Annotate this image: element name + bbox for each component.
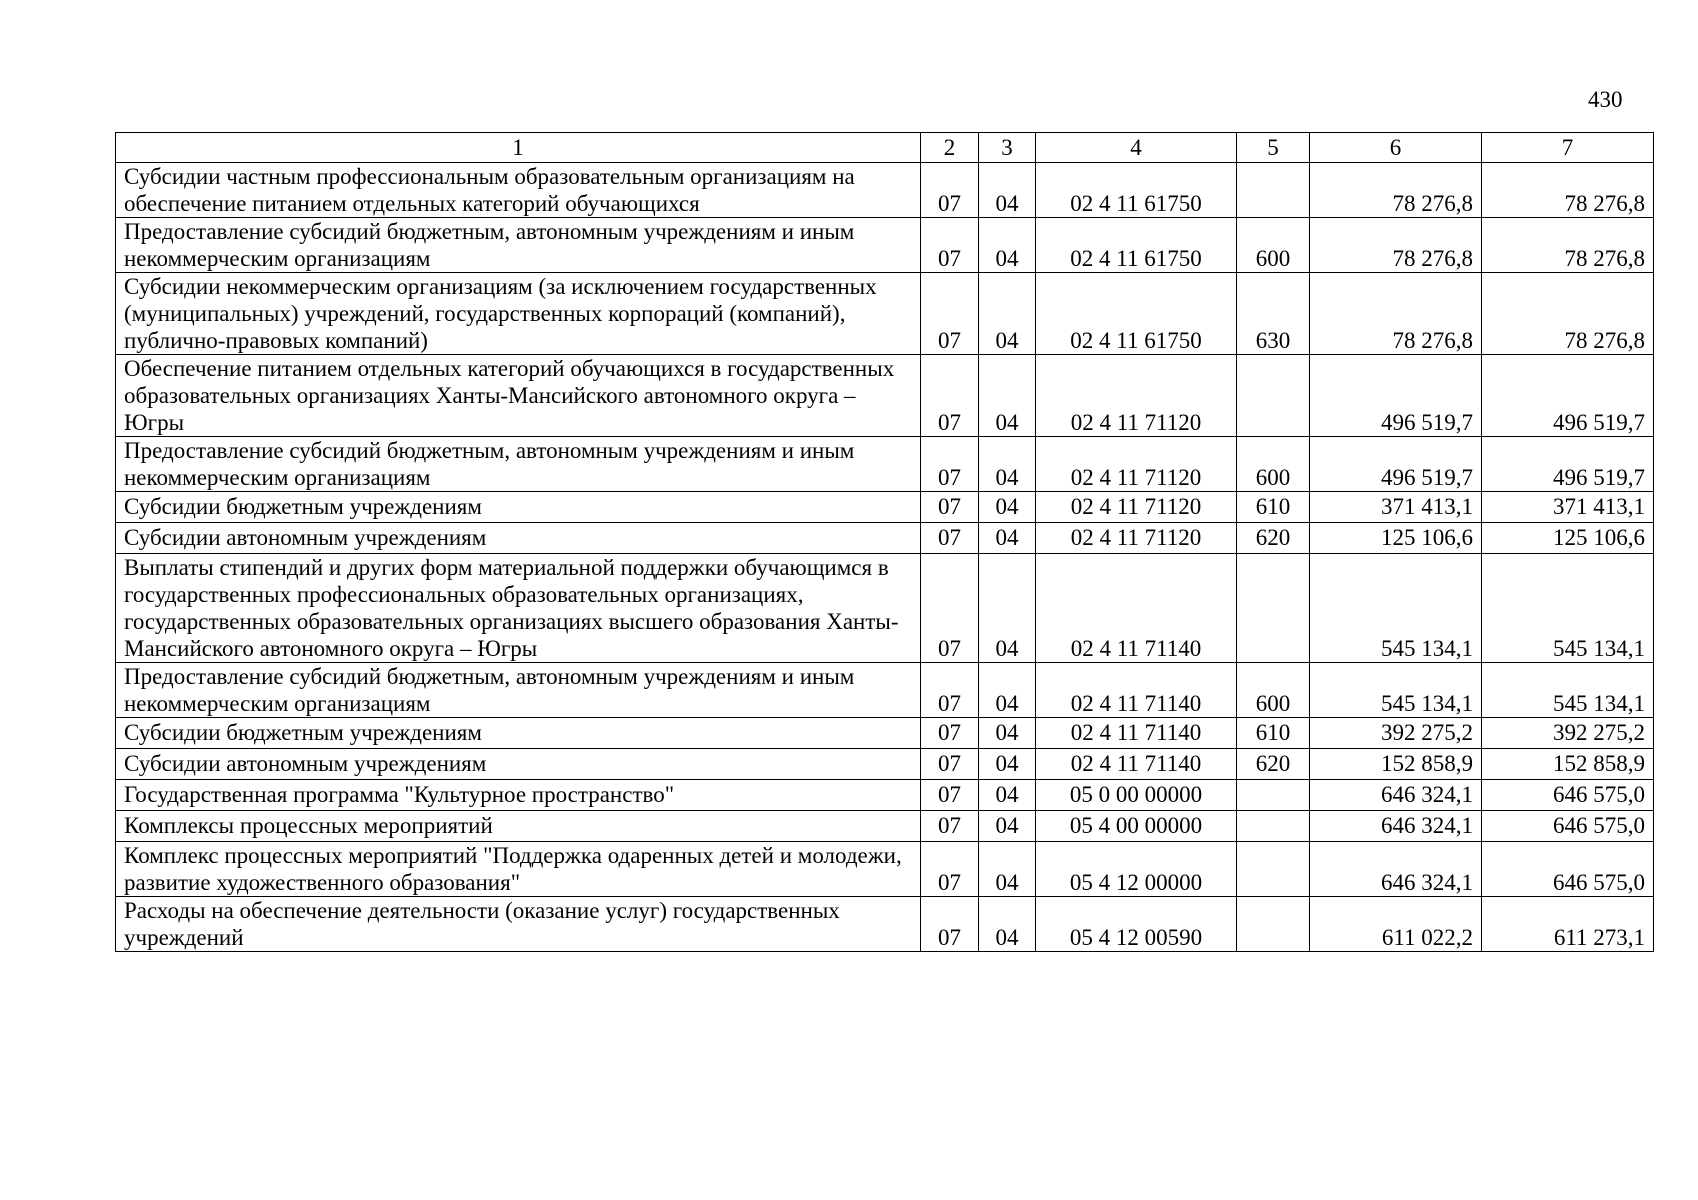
- amount-year1-cell: 371 413,1: [1310, 492, 1482, 523]
- section-code-cell: 07: [921, 554, 979, 663]
- header-cell-5: 5: [1237, 133, 1310, 163]
- subsection-code-cell: 04: [979, 749, 1036, 780]
- subsection-code-cell: 04: [979, 663, 1036, 718]
- expense-type-cell: 610: [1237, 492, 1310, 523]
- subsection-code-cell: 04: [979, 163, 1036, 218]
- amount-year2-cell: 125 106,6: [1482, 523, 1654, 554]
- target-article-cell: 02 4 11 71120: [1036, 523, 1237, 554]
- subsection-code-cell: 04: [979, 842, 1036, 897]
- table-row: [116, 718, 1654, 749]
- subsection-code-cell: 04: [979, 218, 1036, 273]
- target-article-cell: 02 4 11 71140: [1036, 663, 1237, 718]
- section-code-cell: 07: [921, 218, 979, 273]
- row-name-cell: Субсидии бюджетным учреждениям: [116, 492, 921, 523]
- row-name-cell: Комплекс процессных мероприятий "Поддержка одаренных детей и молодежи, развитие художественного образования": [116, 842, 921, 897]
- target-article-cell: 02 4 11 61750: [1036, 218, 1237, 273]
- expense-type-cell: [1237, 554, 1310, 663]
- row-name-cell: Выплаты стипендий и других форм материальной поддержки обучающимся в государственных профессиональных образовательных организациях, государственных образовательных организациях высшего образования Ханты-Мансийского автономного округа – Югры: [116, 554, 921, 663]
- table-row: [116, 897, 1654, 952]
- table-row: [116, 780, 1654, 811]
- row-name-cell: Комплексы процессных мероприятий: [116, 811, 921, 842]
- amount-year1-cell: 545 134,1: [1310, 554, 1482, 663]
- target-article-cell: 02 4 11 71120: [1036, 437, 1237, 492]
- subsection-code-cell: 04: [979, 273, 1036, 355]
- table-row: [116, 218, 1654, 273]
- section-code-cell: 07: [921, 749, 979, 780]
- header-cell-4: 4: [1036, 133, 1237, 163]
- header-cell-1: 1: [116, 133, 921, 163]
- row-name-cell: Субсидии автономным учреждениям: [116, 749, 921, 780]
- table-row: [116, 523, 1654, 554]
- amount-year1-cell: 496 519,7: [1310, 355, 1482, 437]
- table-row: [116, 663, 1654, 718]
- amount-year1-cell: 78 276,8: [1310, 273, 1482, 355]
- header-cell-2: 2: [921, 133, 979, 163]
- subsection-code-cell: 04: [979, 811, 1036, 842]
- target-article-cell: 05 4 00 00000: [1036, 811, 1237, 842]
- amount-year2-cell: 78 276,8: [1482, 163, 1654, 218]
- section-code-cell: 07: [921, 663, 979, 718]
- table-row: [116, 492, 1654, 523]
- expense-type-cell: 600: [1237, 663, 1310, 718]
- section-code-cell: 07: [921, 273, 979, 355]
- subsection-code-cell: 04: [979, 355, 1036, 437]
- amount-year1-cell: 545 134,1: [1310, 663, 1482, 718]
- row-name-cell: Субсидии частным профессиональным образовательным организациям на обеспечение питанием отдельных категорий обучающихся: [116, 163, 921, 218]
- subsection-code-cell: 04: [979, 523, 1036, 554]
- expense-type-cell: 600: [1237, 437, 1310, 492]
- expense-type-cell: [1237, 897, 1310, 952]
- amount-year2-cell: 545 134,1: [1482, 554, 1654, 663]
- row-name-cell: Предоставление субсидий бюджетным, автономным учреждениям и иным некоммерческим организациям: [116, 437, 921, 492]
- section-code-cell: 07: [921, 811, 979, 842]
- section-code-cell: 07: [921, 523, 979, 554]
- subsection-code-cell: 04: [979, 437, 1036, 492]
- target-article-cell: 02 4 11 61750: [1036, 273, 1237, 355]
- header-cell-3: 3: [979, 133, 1036, 163]
- target-article-cell: 02 4 11 71120: [1036, 355, 1237, 437]
- section-code-cell: 07: [921, 355, 979, 437]
- expense-type-cell: 630: [1237, 273, 1310, 355]
- amount-year1-cell: 125 106,6: [1310, 523, 1482, 554]
- target-article-cell: 05 0 00 00000: [1036, 780, 1237, 811]
- target-article-cell: 02 4 11 71120: [1036, 492, 1237, 523]
- amount-year1-cell: 646 324,1: [1310, 780, 1482, 811]
- subsection-code-cell: 04: [979, 718, 1036, 749]
- header-cell-6: 6: [1310, 133, 1482, 163]
- subsection-code-cell: 04: [979, 897, 1036, 952]
- target-article-cell: 05 4 12 00590: [1036, 897, 1237, 952]
- subsection-code-cell: 04: [979, 780, 1036, 811]
- table-row: [116, 163, 1654, 218]
- amount-year1-cell: 78 276,8: [1310, 218, 1482, 273]
- amount-year2-cell: 152 858,9: [1482, 749, 1654, 780]
- budget-table: [115, 132, 1654, 952]
- expense-type-cell: 600: [1237, 218, 1310, 273]
- section-code-cell: 07: [921, 437, 979, 492]
- amount-year2-cell: 371 413,1: [1482, 492, 1654, 523]
- amount-year2-cell: 611 273,1: [1482, 897, 1654, 952]
- target-article-cell: 05 4 12 00000: [1036, 842, 1237, 897]
- expense-type-cell: [1237, 842, 1310, 897]
- amount-year1-cell: 496 519,7: [1310, 437, 1482, 492]
- table-row: [116, 749, 1654, 780]
- amount-year1-cell: 78 276,8: [1310, 163, 1482, 218]
- amount-year2-cell: 646 575,0: [1482, 842, 1654, 897]
- amount-year2-cell: 646 575,0: [1482, 811, 1654, 842]
- amount-year1-cell: 646 324,1: [1310, 811, 1482, 842]
- expense-type-cell: 610: [1237, 718, 1310, 749]
- table-row: [116, 273, 1654, 355]
- expense-type-cell: [1237, 163, 1310, 218]
- target-article-cell: 02 4 11 61750: [1036, 163, 1237, 218]
- expense-type-cell: 620: [1237, 523, 1310, 554]
- section-code-cell: 07: [921, 163, 979, 218]
- row-name-cell: Субсидии некоммерческим организациям (за исключением государственных (муниципальных) учреждений, государственных корпораций (компаний), публично-правовых компаний): [116, 273, 921, 355]
- amount-year2-cell: 496 519,7: [1482, 437, 1654, 492]
- table-row: [116, 554, 1654, 663]
- section-code-cell: 07: [921, 780, 979, 811]
- target-article-cell: 02 4 11 71140: [1036, 749, 1237, 780]
- subsection-code-cell: 04: [979, 554, 1036, 663]
- expense-type-cell: [1237, 355, 1310, 437]
- amount-year1-cell: 646 324,1: [1310, 842, 1482, 897]
- amount-year2-cell: 646 575,0: [1482, 780, 1654, 811]
- row-name-cell: Субсидии бюджетным учреждениям: [116, 718, 921, 749]
- expense-type-cell: [1237, 780, 1310, 811]
- amount-year2-cell: 545 134,1: [1482, 663, 1654, 718]
- page-number: 430: [1588, 87, 1623, 112]
- row-name-cell: Субсидии автономным учреждениям: [116, 523, 921, 554]
- target-article-cell: 02 4 11 71140: [1036, 718, 1237, 749]
- amount-year1-cell: 611 022,2: [1310, 897, 1482, 952]
- section-code-cell: 07: [921, 492, 979, 523]
- amount-year2-cell: 78 276,8: [1482, 218, 1654, 273]
- table-header-row: [116, 133, 1654, 163]
- amount-year1-cell: 152 858,9: [1310, 749, 1482, 780]
- amount-year2-cell: 392 275,2: [1482, 718, 1654, 749]
- row-name-cell: Предоставление субсидий бюджетным, автономным учреждениям и иным некоммерческим организациям: [116, 663, 921, 718]
- section-code-cell: 07: [921, 897, 979, 952]
- amount-year1-cell: 392 275,2: [1310, 718, 1482, 749]
- expense-type-cell: 620: [1237, 749, 1310, 780]
- row-name-cell: Государственная программа "Культурное пространство": [116, 780, 921, 811]
- subsection-code-cell: 04: [979, 492, 1036, 523]
- amount-year2-cell: 496 519,7: [1482, 355, 1654, 437]
- table-row: [116, 842, 1654, 897]
- amount-year2-cell: 78 276,8: [1482, 273, 1654, 355]
- section-code-cell: 07: [921, 718, 979, 749]
- row-name-cell: Предоставление субсидий бюджетным, автономным учреждениям и иным некоммерческим организациям: [116, 218, 921, 273]
- table-row: [116, 437, 1654, 492]
- row-name-cell: Обеспечение питанием отдельных категорий обучающихся в государственных образовательных организациях Ханты-Мансийского автономного округа – Югры: [116, 355, 921, 437]
- section-code-cell: 07: [921, 842, 979, 897]
- header-cell-7: 7: [1482, 133, 1654, 163]
- row-name-cell: Расходы на обеспечение деятельности (оказание услуг) государственных учреждений: [116, 897, 921, 952]
- expense-type-cell: [1237, 811, 1310, 842]
- table-row: [116, 355, 1654, 437]
- table-row: [116, 811, 1654, 842]
- target-article-cell: 02 4 11 71140: [1036, 554, 1237, 663]
